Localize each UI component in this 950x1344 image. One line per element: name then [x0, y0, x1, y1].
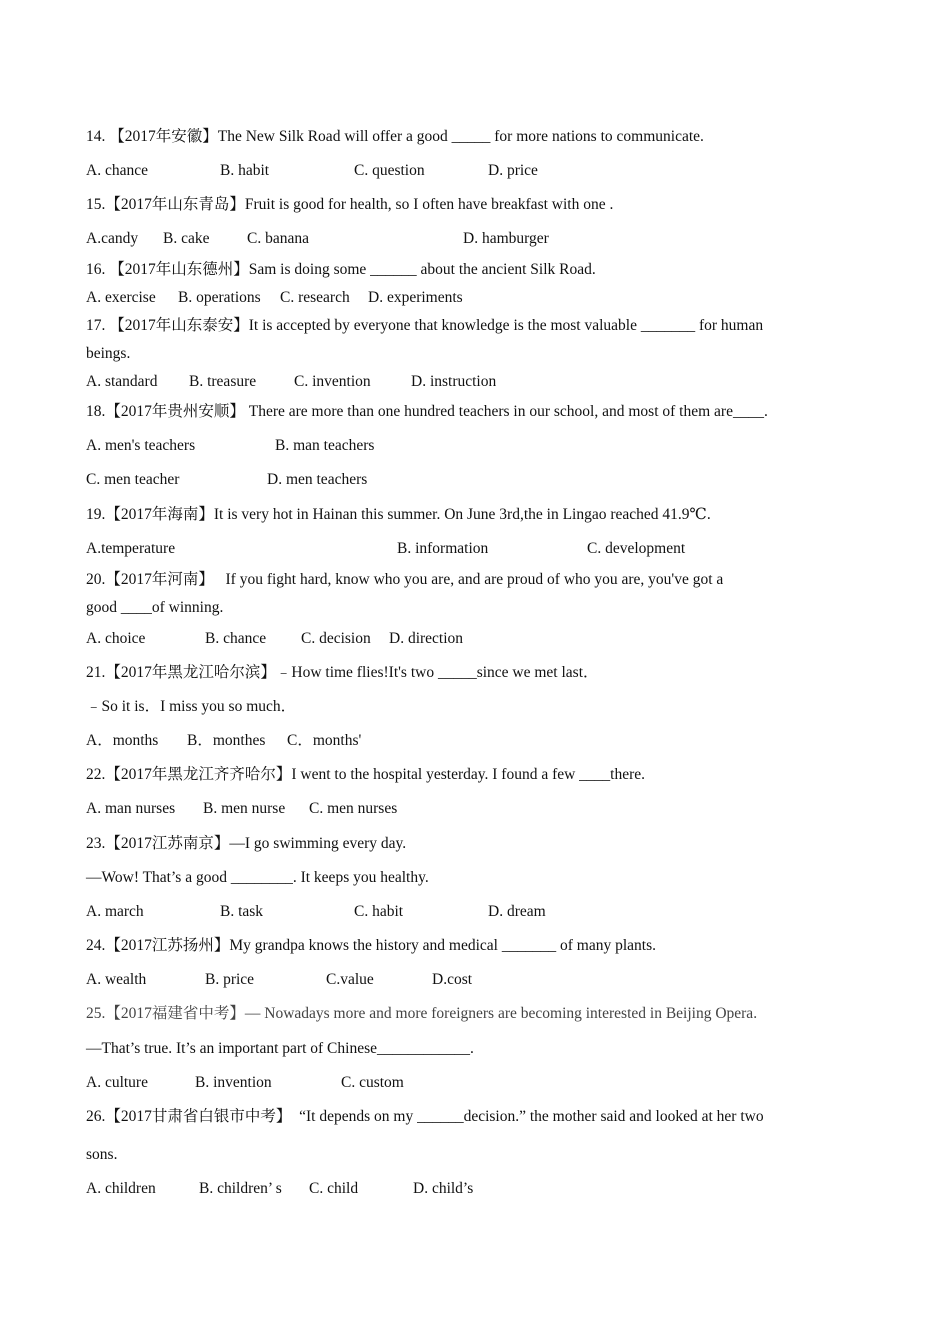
question-19-option-b: B. information: [397, 540, 489, 557]
question-18-option-b: B. man teachers: [275, 437, 375, 454]
question-18-option-d: D. men teachers: [267, 471, 368, 488]
question-21-option-c: C．months': [287, 732, 362, 749]
question-22-stem: 22.【2017年黑龙江齐齐哈尔】I went to the hospital yesterday. I found a few ____there.: [86, 766, 646, 783]
question-19-option-a: A.temperature: [86, 540, 176, 557]
question-25-option-a: A. culture: [86, 1074, 148, 1091]
question-26-option-d: D. child’s: [413, 1180, 474, 1197]
question-25-stem: 25.【2017福建省中考】— Nowadays more and more foreigners are becoming interested in Beijing Opera.: [86, 1005, 758, 1022]
question-26-stem: 26.【2017甘肃省白银市中考】 “It depends on my ______decision.” the mother said and looked at her two: [86, 1108, 764, 1125]
question-23-option-a: A. march: [86, 903, 144, 920]
question-16-stem: 16. 【2017年山东德州】Sam is doing some ______ about the ancient Silk Road.: [86, 261, 596, 278]
question-20-option-c: C. decision: [301, 630, 371, 647]
question-14-option-d: D. price: [488, 162, 538, 179]
question-25-stem-continued: —That’s true. It’s an important part of Chinese____________.: [86, 1040, 474, 1057]
question-21-stem: 21.【2017年黑龙江哈尔滨】﹣How time flies!It's two _____since we met last．: [86, 664, 599, 681]
question-20-stem: 20.【2017年河南】 If you fight hard, know who you are, and are proud of who you are, you've got a: [86, 571, 724, 588]
question-19-option-c: C. development: [587, 540, 686, 557]
question-18-option-a: A. men's teachers: [86, 437, 196, 454]
question-20-option-b: B. chance: [205, 630, 267, 647]
question-15-option-a: A.candy: [86, 230, 139, 247]
question-17-option-a: A. standard: [86, 373, 158, 390]
question-21-option-b: B．monthes: [187, 732, 266, 749]
question-19-stem: 19.【2017年海南】It is very hot in Hainan this summer. On June 3rd,the in Lingao reached 41.9℃.: [86, 506, 711, 523]
question-25-option-b: B. invention: [195, 1074, 272, 1091]
question-26-stem-continued: sons.: [86, 1146, 118, 1163]
question-22-option-a: A. man nurses: [86, 800, 176, 817]
question-14-option-b: B. habit: [220, 162, 270, 179]
question-24-option-b: B. price: [205, 971, 255, 988]
question-26-option-a: A. children: [86, 1180, 156, 1197]
question-16-option-b: B. operations: [178, 289, 261, 306]
question-15-option-b: B. cake: [163, 230, 210, 247]
question-21-option-a: A．months: [86, 732, 159, 749]
question-15-option-c: C. banana: [247, 230, 309, 247]
question-26-option-c: C. child: [309, 1180, 359, 1197]
question-17-option-c: C. invention: [294, 373, 371, 390]
question-23-stem-continued: —Wow! That’s a good ________. It keeps you healthy.: [86, 869, 429, 886]
question-22-option-b: B. men nurse: [203, 800, 286, 817]
question-24-option-a: A. wealth: [86, 971, 147, 988]
question-14-option-c: C. question: [354, 162, 425, 179]
question-15-option-d: D. hamburger: [463, 230, 549, 247]
question-23-option-d: D. dream: [488, 903, 546, 920]
question-17-option-d: D. instruction: [411, 373, 497, 390]
question-24-option-c: C.value: [326, 971, 374, 988]
question-14-option-a: A. chance: [86, 162, 148, 179]
question-23-option-c: C. habit: [354, 903, 404, 920]
question-26-option-b: B. children’ s: [199, 1180, 282, 1197]
question-20-option-d: D. direction: [389, 630, 464, 647]
question-24-stem: 24.【2017江苏扬州】My grandpa knows the history and medical _______ of many plants.: [86, 937, 656, 954]
question-23-option-b: B. task: [220, 903, 264, 920]
question-17-stem-continued: beings.: [86, 345, 131, 362]
question-14-stem: 14. 【2017年安徽】The New Silk Road will offer a good _____ for more nations to communicate.: [86, 128, 704, 145]
question-16-option-c: C. research: [280, 289, 350, 306]
question-25-option-c: C. custom: [341, 1074, 404, 1091]
question-18-stem: 18.【2017年贵州安顺】 There are more than one hundred teachers in our school, and most of them are____.: [86, 403, 768, 420]
question-20-stem-continued: good ____of winning.: [86, 599, 224, 616]
question-21-stem-continued: ﹣So it is．I miss you so much．: [86, 698, 297, 715]
question-17-stem: 17. 【2017年山东泰安】It is accepted by everyone that knowledge is the most valuable _______ for human: [86, 317, 764, 334]
question-24-option-d: D.cost: [432, 971, 473, 988]
question-17-option-b: B. treasure: [189, 373, 257, 390]
question-18-option-c: C. men teacher: [86, 471, 180, 488]
question-15-stem: 15.【2017年山东青岛】Fruit is good for health, so I often have breakfast with one .: [86, 196, 614, 213]
question-23-stem: 23.【2017江苏南京】—I go swimming every day.: [86, 835, 407, 852]
question-22-option-c: C. men nurses: [309, 800, 398, 817]
question-16-option-d: D. experiments: [368, 289, 463, 306]
question-20-option-a: A. choice: [86, 630, 146, 647]
question-16-option-a: A. exercise: [86, 289, 156, 306]
